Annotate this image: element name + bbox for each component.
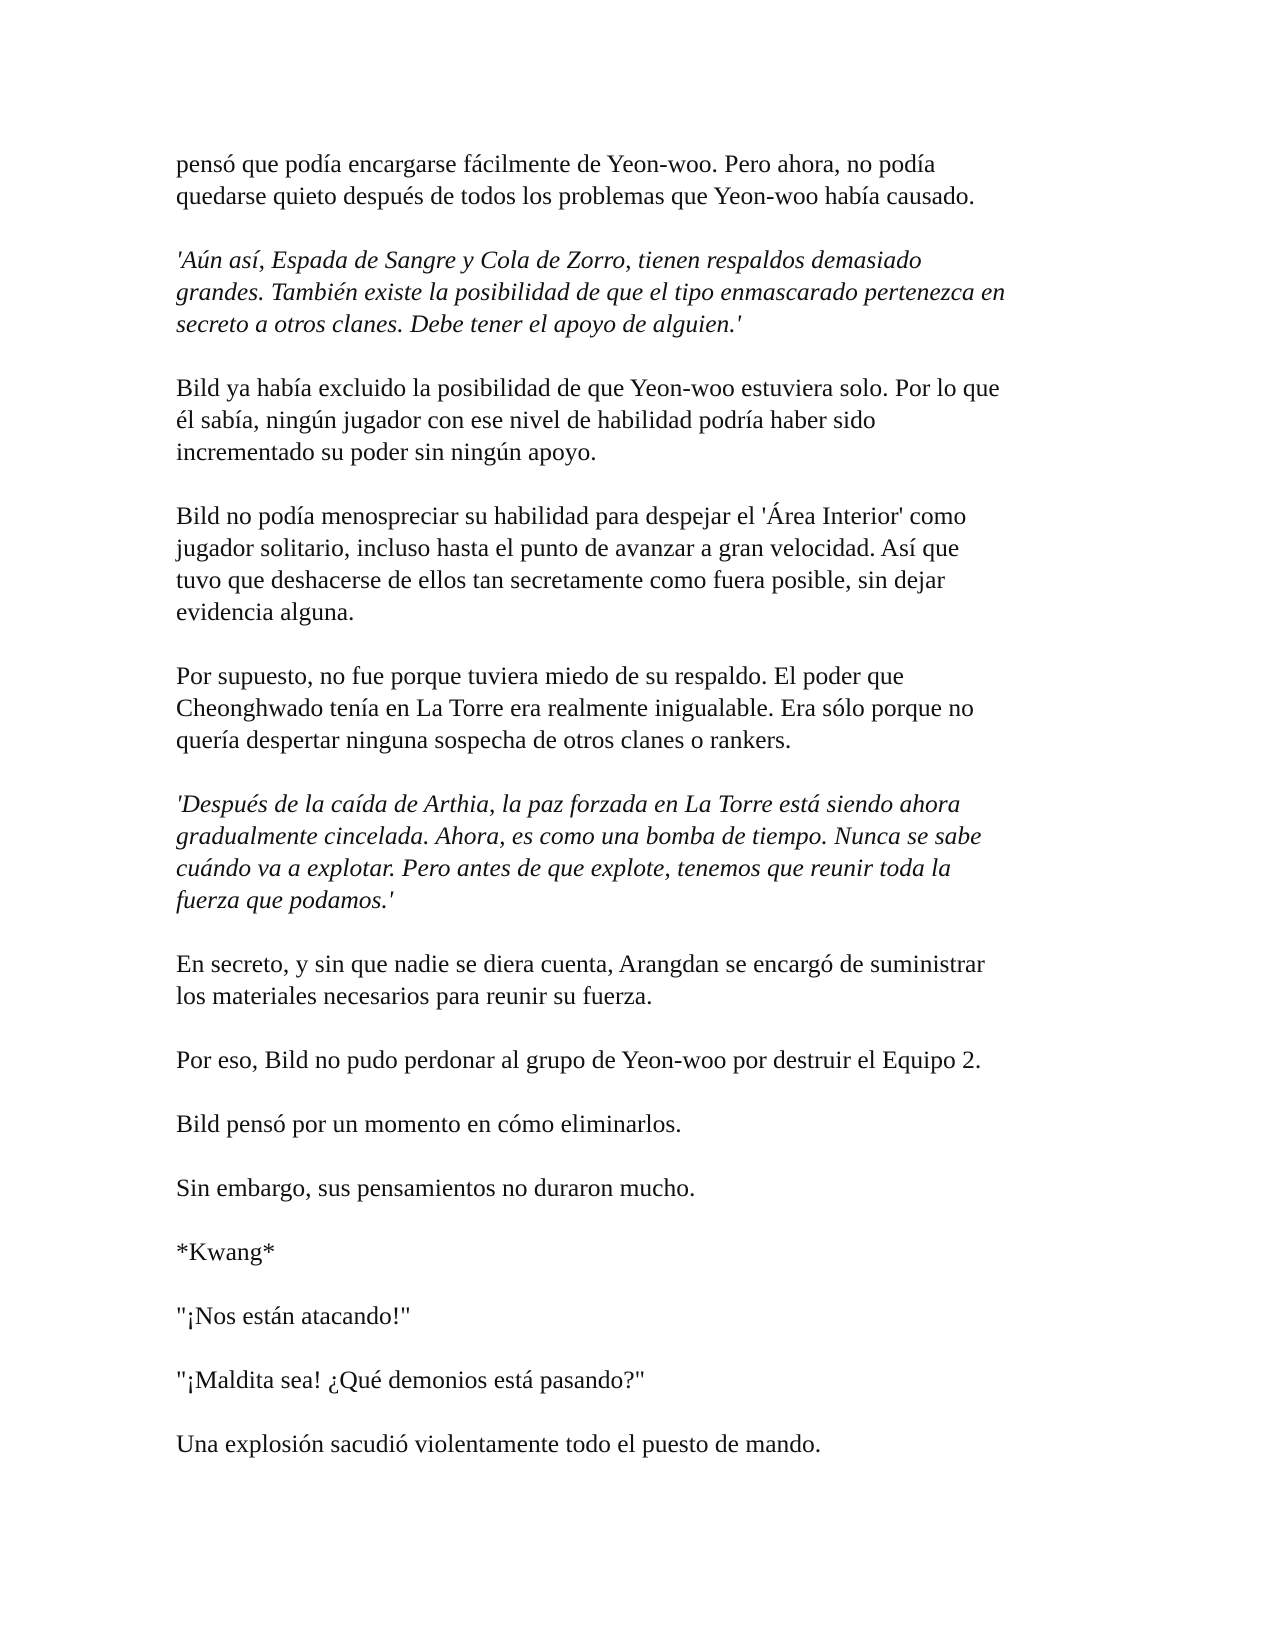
paragraph-11-sound: *Kwang* xyxy=(176,1237,276,1266)
paragraph-3: Bild ya había excluido la posibilidad de que Yeon-woo estuviera solo. Por lo que él sabía, ningún jugador con ese nivel de habilidad podría haber sido incrementado su poder sin ningún apoyo. xyxy=(176,373,1000,466)
paragraph-5: Por supuesto, no fue porque tuviera miedo de su respaldo. El poder que Cheonghwado tenía en La Torre era realmente inigualable. Era sólo porque no quería despertar ninguna sospecha de otros clanes o rankers. xyxy=(176,661,974,754)
paragraph-12-dialogue: "¡Nos están atacando!" xyxy=(176,1301,411,1330)
body-text xyxy=(176,148,1106,1492)
paragraph-14: Una explosión sacudió violentamente todo el puesto de mando. xyxy=(176,1429,822,1458)
paragraph-6-thought: 'Después de la caída de Arthia, la paz forzada en La Torre está siendo ahora gradualmente cincelada. Ahora, es como una bomba de tiempo. Nunca se sabe cuándo va a explotar. Pero antes de que explote, tenemos que reunir toda la fuerza que podamos.' xyxy=(176,789,982,914)
paragraph-4: Bild no podía menospreciar su habilidad para despejar el 'Área Interior' como jugador solitario, incluso hasta el punto de avanzar a gran velocidad. Así que tuvo que deshacerse de ellos tan secretamente como fuera posible, sin dejar evidencia alguna. xyxy=(176,501,967,626)
paragraph-13-dialogue: "¡Maldita sea! ¿Qué demonios está pasando?" xyxy=(176,1365,646,1394)
paragraph-8: Por eso, Bild no pudo perdonar al grupo de Yeon-woo por destruir el Equipo 2. xyxy=(176,1045,982,1074)
paragraph-1: pensó que podía encargarse fácilmente de Yeon-woo. Pero ahora, no podía quedarse quieto después de todos los problemas que Yeon-woo había causado. xyxy=(176,149,975,210)
paragraph-2-thought: 'Aún así, Espada de Sangre y Cola de Zorro, tienen respaldos demasiado grandes. También existe la posibilidad de que el tipo enmascarado pertenezca en secreto a otros clanes. Debe tener el apoyo de alguien.' xyxy=(176,245,1006,338)
paragraph-9: Bild pensó por un momento en cómo eliminarlos. xyxy=(176,1109,682,1138)
paragraph-7: En secreto, y sin que nadie se diera cuenta, Arangdan se encargó de suministrar los materiales necesarios para reunir su fuerza. xyxy=(176,949,985,1010)
paragraph-10: Sin embargo, sus pensamientos no duraron mucho. xyxy=(176,1173,696,1202)
